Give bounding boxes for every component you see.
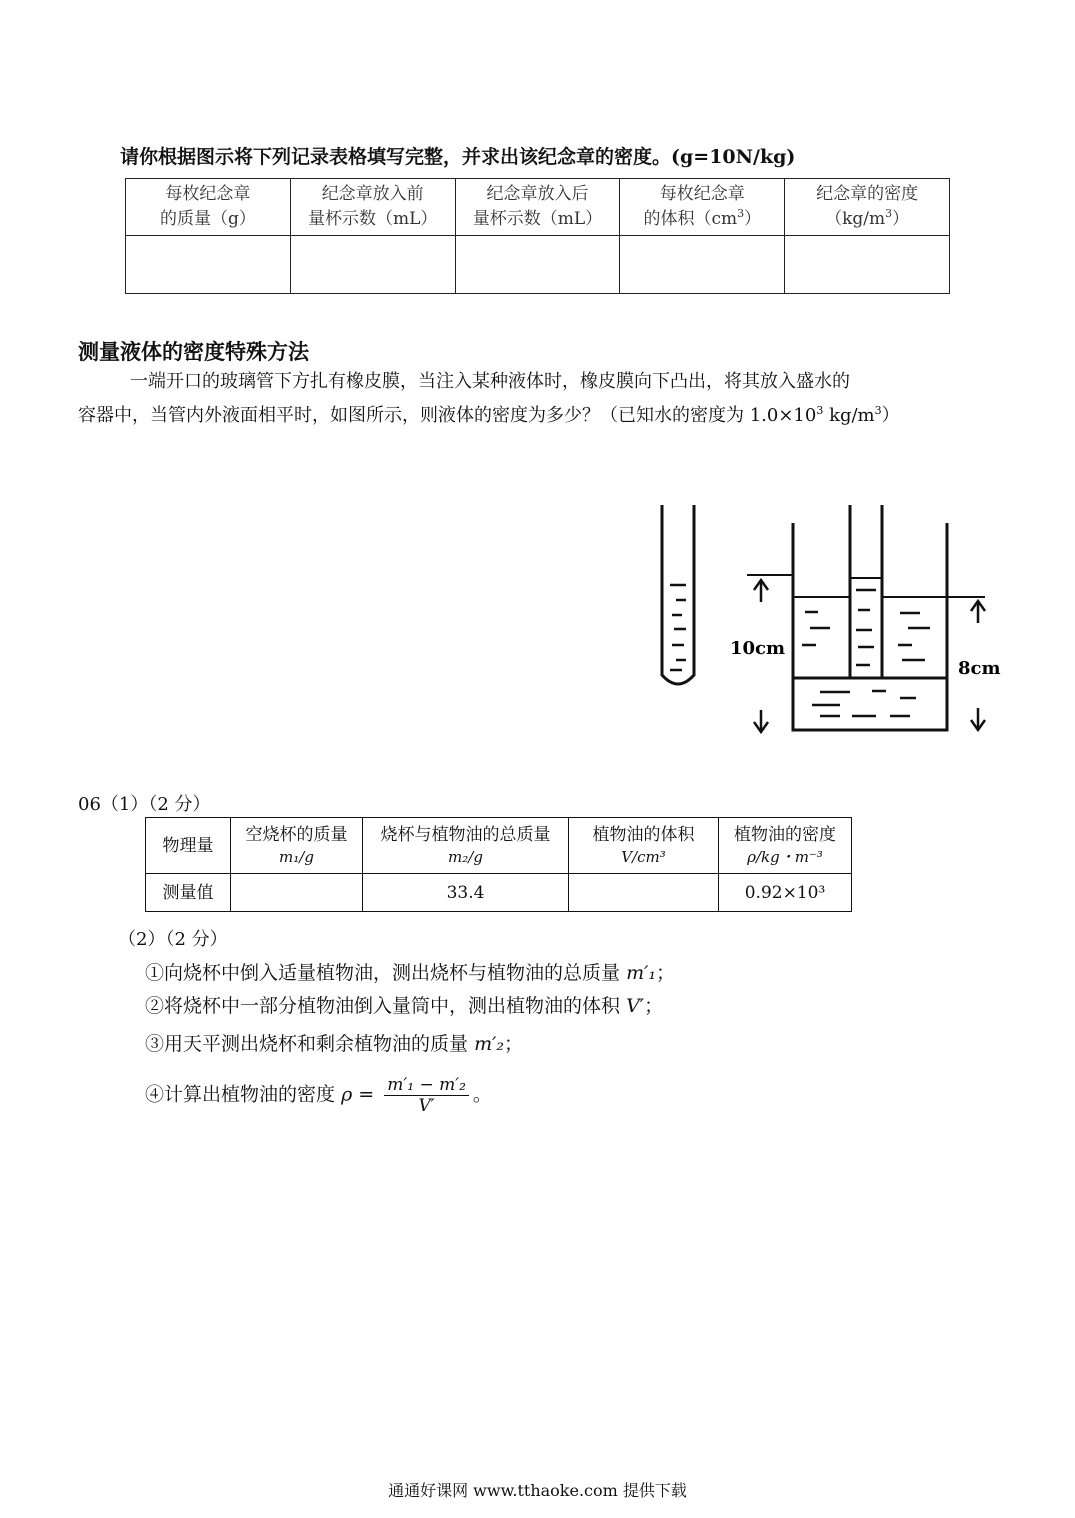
value-cell[interactable]: 0.92×10³ [719, 874, 852, 912]
liquid-marks [670, 585, 930, 716]
table-value-row [146, 874, 852, 912]
page-footer: 通通好课网 www.tthaoke.com 提供下载 [388, 1481, 687, 1500]
step-3: ③用天平测出烧杯和剩余植物油的质量 m′₂； [145, 1033, 524, 1055]
table-blank-row [126, 236, 950, 294]
label-8cm: 8cm [958, 658, 1001, 679]
problem-text-line2: 容器中，当管内外液面相平时，如图所示，则液体的密度为多少？（已知水的密度为 $1.0\times 10^3$ $kg/m^3$） [78, 404, 900, 426]
blank-cell[interactable] [785, 236, 950, 294]
container-outline [793, 523, 947, 730]
label-10cm: 10cm [730, 638, 786, 659]
header-cell: 每枚纪念章 的质量（g） [126, 179, 291, 236]
record-table [125, 178, 950, 294]
step-2: ②将烧杯中一部分植物油倒入量筒中，测出植物油的体积 V′； [145, 995, 664, 1017]
dimension-arrows [754, 580, 985, 732]
blank-cell[interactable] [126, 236, 291, 294]
row-header: 测量值 [146, 874, 231, 912]
rho-symbol: ρ = [341, 1083, 375, 1106]
header-cell: 空烧杯的质量 m₁/g [231, 818, 363, 874]
value-cell[interactable] [231, 874, 363, 912]
part2-label: （2）（2 分） [118, 929, 228, 950]
tube-outline [662, 505, 694, 684]
header-cell: 植物油的密度 ρ/kg・m⁻³ [719, 818, 852, 874]
value-cell[interactable] [569, 874, 719, 912]
density-formula: $\frac{\text{m′₁ − m′₂}}{V'}$ [384, 1075, 469, 1116]
header-cell: 纪念章放入前 量杯示数（mL） [290, 179, 455, 236]
glass-tube-diagram [640, 495, 1010, 740]
value-cell[interactable]: 33.4 [363, 874, 569, 912]
problem-text-line1: 一端开口的玻璃管下方扎有橡皮膜，当注入某种液体时，橡皮膜向下凸出，将其放入盛水的 [130, 371, 850, 392]
question-06-label: 06（1）（2 分） [78, 794, 211, 815]
header-cell: 每枚纪念章 的体积$(cm^3)$ [620, 179, 785, 236]
table-header-row [146, 818, 852, 874]
blank-cell[interactable] [455, 236, 620, 294]
table-header-row [126, 179, 950, 236]
header-cell: 植物油的体积 V/cm³ [569, 818, 719, 874]
header-cell: 烧杯与植物油的总质量 m₂/g [363, 818, 569, 874]
step-1: ①向烧杯中倒入适量植物油，测出烧杯与植物油的总质量 m′₁； [145, 962, 676, 984]
row-header: 物理量 [146, 818, 231, 874]
oil-density-table [145, 817, 852, 912]
header-cell: 纪念章的密度 $(kg/m^3)$ [785, 179, 950, 236]
step-4: ④计算出植物油的密度 ρ = $\frac{\text{m′₁ − m′₂}}{V'}$ 。 [145, 1075, 492, 1116]
instruction-text: 请你根据图示将下列记录表格填写完整，并求出该纪念章的密度。(g=10N/kg) [120, 146, 796, 168]
blank-cell[interactable] [290, 236, 455, 294]
header-cell: 纪念章放入后 量杯示数（mL） [455, 179, 620, 236]
section-title: 测量液体的密度特殊方法 [78, 339, 309, 364]
inner-tube-outline [850, 505, 882, 678]
blank-cell[interactable] [620, 236, 785, 294]
